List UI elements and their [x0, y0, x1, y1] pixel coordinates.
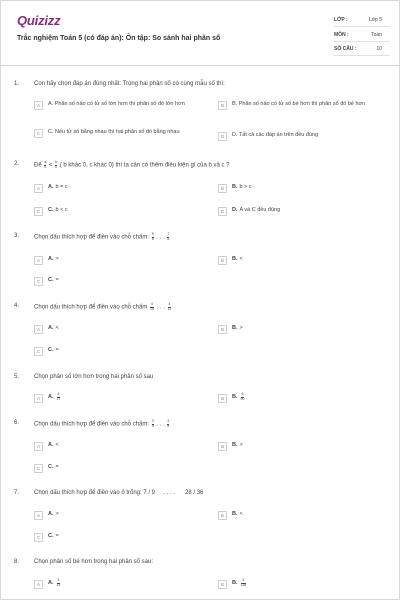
- option-label: B.: [232, 256, 238, 262]
- option-text: [232, 510, 243, 518]
- option-label: B.: [232, 394, 238, 401]
- option-text: [48, 324, 59, 332]
- option-letter: A: [34, 101, 43, 110]
- question-text: Con hãy chọn đáp án đúng nhất: Trong hai phân số có cùng mẫu số thì:: [34, 81, 225, 87]
- option-b[interactable]: [218, 510, 243, 520]
- fraction: [241, 393, 245, 401]
- fraction: [152, 420, 154, 428]
- option-b[interactable]: [218, 324, 243, 334]
- option-value: =: [55, 277, 59, 283]
- option-letter: A: [34, 511, 43, 520]
- option-a[interactable]: [34, 441, 59, 451]
- meta-key: SỐ CÂU :: [334, 46, 357, 52]
- option-c[interactable]: [34, 463, 59, 473]
- option-label: C.: [48, 207, 54, 213]
- quizizz-logo: Quizizz: [17, 13, 61, 28]
- option-label: A.: [48, 256, 54, 262]
- option-d[interactable]: [218, 206, 280, 216]
- denominator: 118: [240, 582, 247, 587]
- option-b[interactable]: [218, 579, 247, 589]
- denominator: 5: [151, 423, 154, 428]
- denominator: 17: [56, 396, 61, 401]
- denominator: 8: [151, 236, 154, 241]
- option-label: B.: [232, 511, 238, 517]
- option-value: >: [239, 442, 243, 448]
- option-value: >: [55, 511, 59, 517]
- option-text: B. Phân số nào có tử số bé hơn thì phân số đó bé hơn: [232, 101, 366, 107]
- option-c[interactable]: [34, 532, 59, 542]
- option-letter: B: [218, 442, 227, 451]
- numerator: 4: [57, 578, 60, 582]
- option-label: B.: [232, 184, 238, 190]
- numerator: 3: [151, 419, 154, 423]
- option-letter: A: [34, 256, 43, 265]
- option-value: =: [55, 533, 59, 539]
- option-text: [232, 255, 243, 263]
- option-a[interactable]: [34, 255, 59, 265]
- option-a[interactable]: [34, 183, 68, 193]
- meta-row-grade: [334, 15, 390, 27]
- denominator: 15: [56, 582, 61, 587]
- option-a[interactable]: [34, 579, 61, 589]
- option-text: [232, 441, 243, 449]
- option-letter: C: [34, 129, 43, 138]
- option-value: >: [239, 325, 243, 331]
- option-d[interactable]: [218, 131, 393, 141]
- denominator: 15: [150, 306, 154, 311]
- question-text: Để $\frac{a}{c}$ < $\frac{b}{c}$ ( b khác 0, c khác 0) thì ta cần có thêm điều kiện gì của b và c ?: [34, 160, 230, 169]
- meta-value: Lớp 5: [368, 17, 382, 23]
- numerator: b: [55, 160, 58, 164]
- numerator: 4: [150, 302, 153, 306]
- option-b[interactable]: [218, 100, 393, 110]
- question-number: 6.: [14, 420, 20, 426]
- option-value: b > c: [239, 184, 252, 190]
- option-value: b < c: [55, 207, 68, 213]
- question-number: 2.: [14, 161, 20, 167]
- fraction: [167, 233, 169, 241]
- option-text: [48, 255, 59, 263]
- question-text-suffix: ( b khác 0, c khác 0) thì ta cần có thêm điều kiện gì của b và c ?: [59, 162, 230, 169]
- meta-row-subject: [334, 30, 390, 42]
- option-text: A. Phân số nào có tử số lớn hơn thì phân số đó lớn hơn: [48, 101, 185, 107]
- option-label: A.: [48, 184, 54, 190]
- option-a[interactable]: [34, 510, 59, 520]
- option-value: =: [55, 464, 59, 470]
- option-letter: A: [34, 184, 43, 193]
- option-text: [232, 206, 280, 214]
- option-label: A.: [48, 394, 54, 401]
- option-value: <: [55, 442, 59, 448]
- option-label: A.: [48, 511, 54, 517]
- option-text: C. Nếu tử số bằng nhau thì hai phân số đó bằng nhau: [48, 129, 180, 135]
- numerator: 4: [168, 302, 171, 306]
- option-letter: B: [218, 101, 227, 110]
- meta-key: LỚP :: [334, 17, 348, 23]
- question-text: Chọn dấu thích hợp để điền vào chỗ chấm: $\frac{5}{8}$ . . . $\frac{7}{8}$: [34, 232, 170, 241]
- option-text: [232, 183, 252, 191]
- numerator: 3: [242, 578, 245, 582]
- option-value: =: [55, 347, 59, 353]
- meta-key: MÔN :: [334, 32, 349, 38]
- question-number: 4.: [14, 303, 20, 309]
- denominator: 90: [240, 396, 245, 401]
- option-text: [48, 393, 61, 401]
- worksheet-header: [1, 1, 399, 66]
- numerator: 3: [167, 419, 170, 423]
- worksheet-title: Trắc nghiệm Toán 5 (có đáp án): Ôn tập: So sánh hai phân số: [17, 35, 221, 42]
- option-letter: D: [218, 132, 227, 141]
- question-number: 7.: [14, 490, 20, 496]
- question-text: Chọn phân số bé hơn trong hai phân số sau:: [34, 559, 154, 565]
- option-c[interactable]: [34, 206, 68, 216]
- option-b[interactable]: [218, 183, 252, 193]
- denominator: c: [55, 164, 57, 169]
- fraction: [57, 579, 61, 587]
- option-label: C.: [48, 347, 54, 353]
- option-text: [232, 393, 245, 401]
- fraction: [55, 161, 57, 169]
- option-letter: C: [34, 277, 43, 286]
- fraction: [152, 233, 154, 241]
- question-text-prefix: Để: [34, 162, 42, 169]
- numerator: a: [44, 160, 47, 164]
- meta-value: Toán: [371, 32, 382, 38]
- question-text-main: Chọn dấu thích hợp để điền vào chỗ chấm:: [34, 234, 150, 241]
- question-text: Chọn dấu thích hợp để điền vào chỗ chấm: $\frac{3}{5}$ . . . $\frac{3}{8}$: [34, 419, 170, 428]
- question-text-main: Chọn dấu thích hợp để điền vào chỗ chấm:: [34, 421, 150, 428]
- option-value: >: [55, 256, 59, 262]
- option-letter: A: [34, 442, 43, 451]
- option-value: <: [239, 256, 243, 262]
- option-label: B.: [232, 442, 238, 448]
- option-b[interactable]: [218, 441, 243, 451]
- option-value: <: [55, 325, 59, 331]
- option-text: [48, 276, 59, 284]
- option-letter: A: [34, 325, 43, 334]
- option-a[interactable]: [34, 393, 61, 403]
- option-letter: D: [218, 207, 227, 216]
- option-text: [232, 579, 247, 587]
- option-text: [48, 579, 61, 587]
- option-letter: C: [34, 347, 43, 356]
- option-b[interactable]: [218, 393, 245, 403]
- option-letter: A: [34, 394, 43, 403]
- option-label: B.: [232, 580, 238, 587]
- option-letter: C: [34, 533, 43, 542]
- question-number: 5.: [14, 374, 20, 380]
- option-letter: C: [34, 207, 43, 216]
- option-letter: A: [34, 580, 43, 589]
- option-c[interactable]: [34, 128, 209, 138]
- option-text: [48, 441, 59, 449]
- option-letter: B: [218, 511, 227, 520]
- denominator: 8: [167, 423, 170, 428]
- option-a[interactable]: [34, 100, 209, 110]
- fraction: [241, 579, 247, 587]
- question-text: Chọn dấu thích hợp để điền vào ô trống: 7 / 9 . . . . 28 / 36: [34, 490, 204, 496]
- denominator: 11: [167, 306, 172, 311]
- option-value: A và C đều đúng: [239, 207, 281, 213]
- numerator: 5: [151, 232, 154, 236]
- option-text: [48, 346, 59, 354]
- option-value: <: [239, 511, 243, 517]
- option-label: D.: [232, 207, 238, 213]
- option-c[interactable]: [34, 276, 59, 286]
- option-a[interactable]: [34, 324, 59, 334]
- numerator: 7: [167, 232, 170, 236]
- option-text: [48, 510, 59, 518]
- option-label: C.: [48, 533, 54, 539]
- option-label: A.: [48, 580, 54, 587]
- option-text: D. Tất cả các đáp án trên đều đúng: [232, 132, 319, 138]
- option-letter: B: [218, 394, 227, 403]
- question-text: Chọn phân số lớn hơn trong hai phân số sau: [34, 374, 154, 380]
- option-label: A.: [48, 442, 54, 448]
- denominator: c: [44, 164, 47, 169]
- question-number: 1.: [14, 81, 20, 87]
- option-text: [48, 532, 59, 540]
- option-b[interactable]: [218, 255, 243, 265]
- meta-value: 10: [376, 46, 382, 52]
- numerator: 6: [241, 392, 244, 396]
- question-number: 3.: [14, 233, 20, 239]
- option-label: C.: [48, 464, 54, 470]
- option-text: [48, 183, 68, 191]
- question-text-main: Chọn dấu thích hợp để điền vào chỗ chấm: [34, 304, 148, 311]
- option-label: A.: [48, 325, 54, 331]
- fraction: [150, 303, 154, 311]
- option-text: [48, 463, 59, 471]
- option-label: C.: [48, 277, 54, 283]
- numerator: 4: [57, 392, 60, 396]
- option-text: [232, 324, 243, 332]
- question-number: 8.: [14, 559, 20, 565]
- option-letter: B: [218, 325, 227, 334]
- option-value: b = c: [55, 184, 68, 190]
- denominator: 8: [167, 236, 170, 241]
- fraction: [57, 393, 61, 401]
- fraction: [167, 420, 169, 428]
- question-text: Chọn dấu thích hợp để điền vào chỗ chấm $\frac{4}{15}$ . . . $\frac{4}{11}$: [34, 302, 172, 311]
- option-letter: C: [34, 464, 43, 473]
- option-letter: B: [218, 256, 227, 265]
- option-c[interactable]: [34, 346, 59, 356]
- option-letter: B: [218, 184, 227, 193]
- option-text: [48, 206, 68, 214]
- option-letter: B: [218, 580, 227, 589]
- option-label: B.: [232, 325, 238, 331]
- fraction: [168, 303, 172, 311]
- meta-row-count: [334, 44, 390, 56]
- fraction: [44, 161, 46, 169]
